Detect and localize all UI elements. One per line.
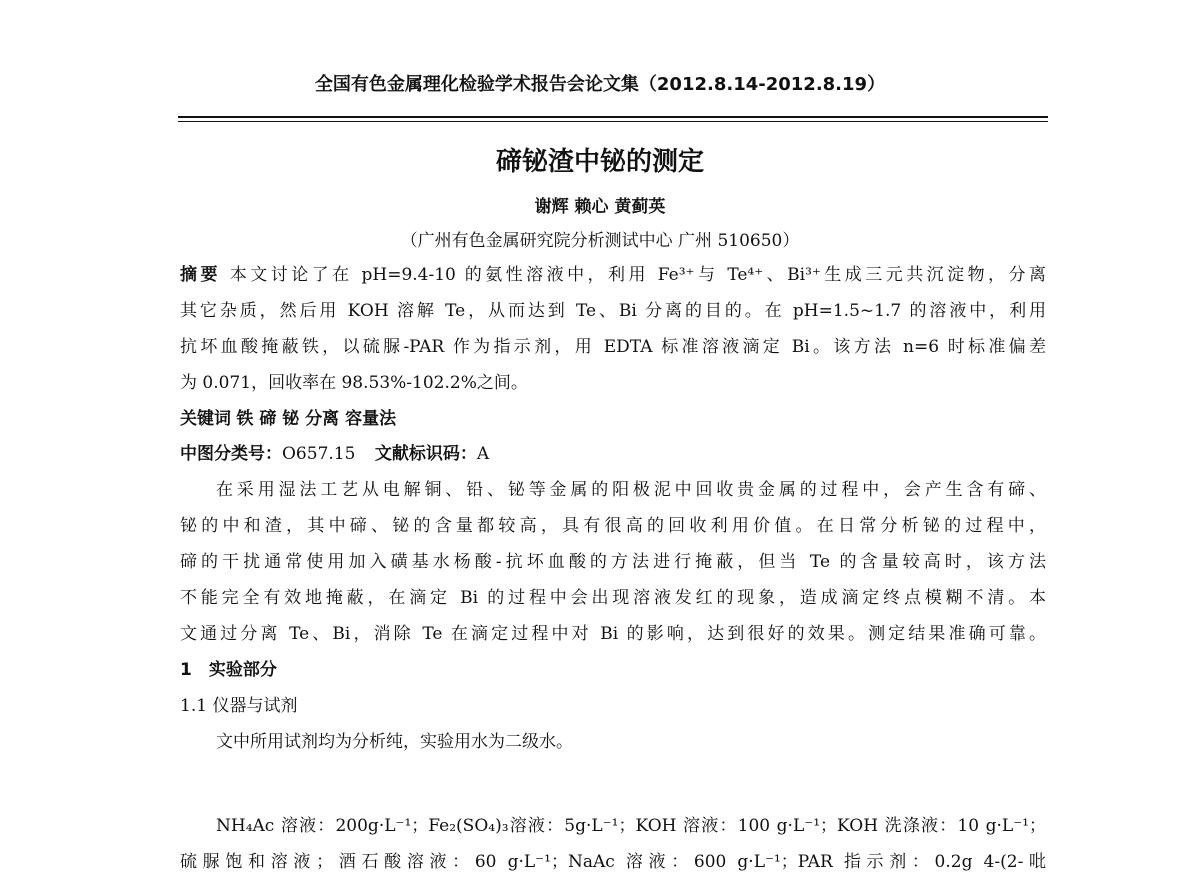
authors: 谢辉 赖心 黄蓟英 [534, 197, 666, 217]
reagent-line: 硫脲饱和溶液；酒石酸溶液：60 g·L⁻¹；NaAc 溶液：600 g·L⁻¹；PAR 指示剂：0.2g 4-(2-吡 [180, 852, 1046, 872]
subsection-heading: 1.1 仪器与试剂 [180, 696, 298, 716]
abstract-line: 抗坏血酸掩蔽铁，以硫脲-PAR 作为指示剂，用 EDTA 标准溶液滴定 Bi。该方法 n=6 时标准偏差 [180, 337, 1046, 357]
classification: 中图分类号：O657.15 文献标识码：A [180, 444, 490, 464]
header-rule-thin [178, 121, 1048, 122]
intro-line: 在采用湿法工艺从电解铜、铅、铋等金属的阳极泥中回收贵金属的过程中，会产生含有碲、 [216, 480, 1046, 500]
paper-title: 碲铋渣中铋的测定 [495, 147, 704, 177]
header-rule-thick [178, 116, 1048, 118]
abstract-line: 摘要 本文讨论了在 pH=9.4-10 的氨性溶液中，利用 Fe³⁺与 Te⁴⁺、Bi³⁺生成三元共沉淀物，分离 [180, 265, 1046, 285]
affiliation: （广州有色金属研究院分析测试中心 广州 510650） [400, 231, 800, 251]
intro-line: 不能完全有效地掩蔽，在滴定 Bi 的过程中会出现溶液发红的现象，造成滴定终点模糊不清。本 [180, 588, 1046, 608]
reagent-intro: 文中所用试剂均为分析纯，实验用水为二级水。 [216, 732, 573, 752]
abstract-label: 摘要 [180, 265, 221, 285]
proceedings-header: 全国有色金属理化检验学术报告会论文集（2012.8.14-2012.8.19） [314, 74, 886, 95]
section-heading: 1 实验部分 [180, 660, 277, 680]
keywords: 关键词 铁 碲 铋 分离 容量法 [180, 409, 397, 429]
abstract-line: 其它杂质，然后用 KOH 溶解 Te，从而达到 Te、Bi 分离的目的。在 pH=1.5~1.7 的溶液中，利用 [180, 301, 1046, 321]
intro-line: 碲的干扰通常使用加入磺基水杨酸-抗坏血酸的方法进行掩蔽，但当 Te 的含量较高时，该方法 [180, 552, 1046, 572]
intro-line: 文通过分离 Te、Bi，消除 Te 在滴定过程中对 Bi 的影响，达到很好的效果。测定结果准确可靠。 [180, 624, 1046, 644]
abstract-line: 为 0.071，回收率在 98.53%-102.2%之间。 [180, 373, 528, 393]
intro-line: 铋的中和渣，其中碲、铋的含量都较高，具有很高的回收利用价值。在日常分析铋的过程中， [180, 516, 1046, 536]
reagent-line: NH₄Ac 溶液：200g·L⁻¹；Fe₂(SO₄)₃溶液：5g·L⁻¹；KOH 溶液：100 g·L⁻¹；KOH 洗涤液：10 g·L⁻¹； [216, 816, 1046, 836]
